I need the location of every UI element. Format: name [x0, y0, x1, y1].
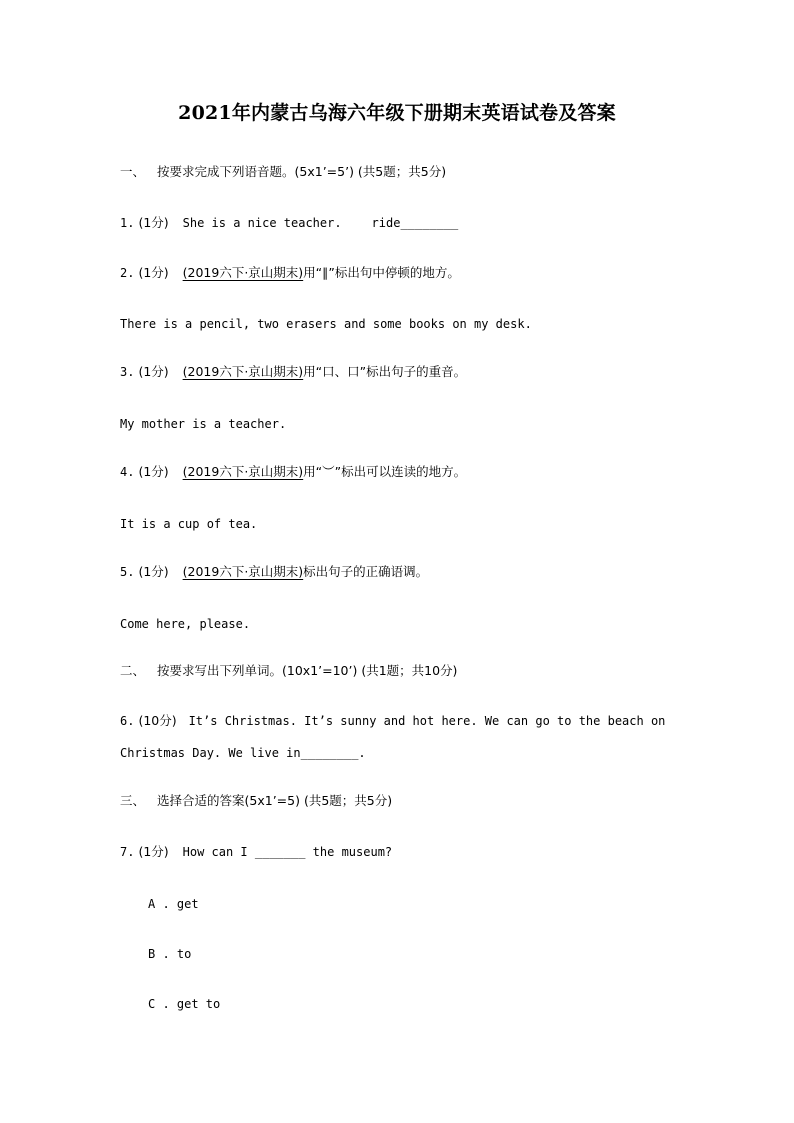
question-number: 6. [120, 714, 135, 728]
question-3-sentence: My mother is a teacher. [120, 417, 287, 431]
page-title: 2021年内蒙古乌海六年级下册期末英语试卷及答案 [178, 102, 616, 124]
section-heading-2 [120, 663, 457, 679]
question-number: 7. [120, 845, 135, 859]
section-heading-1 [120, 164, 446, 180]
question-5 [120, 564, 428, 580]
option-a[interactable]: A . get [148, 897, 199, 911]
question-number: 3. [120, 365, 135, 379]
question-4 [120, 464, 466, 480]
question-number: 5. [120, 565, 135, 579]
question-instruction: 用“︶”标出可以连读的地方。 [303, 464, 467, 479]
question-1 [120, 215, 458, 231]
question-instruction: 用“口、口”标出句子的重音。 [303, 364, 467, 379]
question-number: 2. [120, 266, 135, 280]
option-c[interactable]: C . get to [148, 997, 221, 1011]
question-6 [120, 713, 665, 729]
question-2-sentence: There is a pencil, two erasers and some books on my desk. [120, 317, 532, 331]
question-2 [120, 265, 460, 281]
question-text: She is a nice teacher. [182, 216, 342, 230]
question-score: (1分) [138, 464, 169, 479]
question-4-sentence: It is a cup of tea. [120, 517, 258, 531]
question-text: How can I _______ the museum? [182, 845, 393, 859]
question-source: (2019六下·京山期末) [182, 464, 304, 479]
section-text: 按要求写出下列单词。(10x1’=10’) (共1题；共10分) [157, 663, 458, 678]
question-source: (2019六下·京山期末) [182, 265, 304, 280]
answer-blank: ride________ [371, 216, 459, 230]
question-7 [120, 844, 392, 860]
question-text-line1: It’s Christmas. It’s sunny and hot here. We can go to the beach on [188, 714, 666, 728]
section-number: 二、 [120, 663, 146, 678]
question-instruction: 用“∥”标出句中停顿的地方。 [303, 265, 460, 280]
question-5-sentence: Come here, please. [120, 617, 251, 631]
section-text: 选择合适的答案(5x1’=5) (共5题；共5分) [157, 793, 393, 808]
question-number: 4. [120, 465, 135, 479]
section-number: 三、 [120, 793, 146, 808]
question-score: (1分) [138, 564, 169, 579]
option-b[interactable]: B . to [148, 947, 192, 961]
section-number: 一、 [120, 164, 146, 179]
question-score: (1分) [138, 364, 169, 379]
question-source: (2019六下·京山期末) [182, 364, 304, 379]
question-score: (1分) [138, 844, 169, 859]
question-score: (1分) [138, 265, 169, 280]
question-6-line2: Christmas Day. We live in________. [120, 746, 366, 760]
question-3 [120, 364, 466, 380]
section-text: 按要求完成下列语音题。(5x1’=5’) (共5题；共5分) [157, 164, 447, 179]
section-heading-3 [120, 793, 392, 809]
question-source: (2019六下·京山期末) [182, 564, 304, 579]
question-number: 1. [120, 216, 135, 230]
question-score: (1分) [138, 215, 169, 230]
question-instruction: 标出句子的正确语调。 [303, 564, 429, 579]
question-score: (10分) [138, 713, 177, 728]
